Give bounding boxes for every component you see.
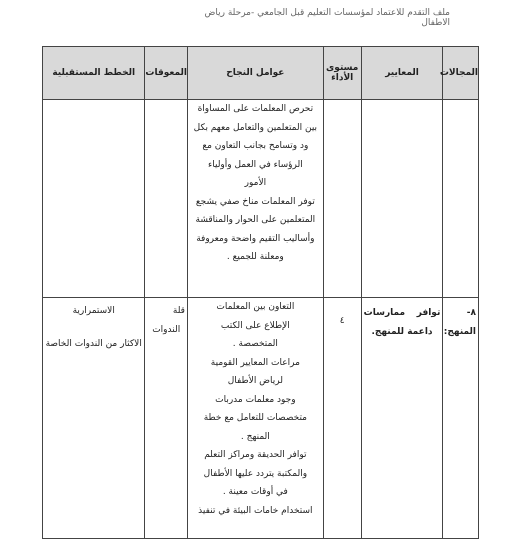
factor-line: تحرص المعلمات على المساواة <box>197 104 314 114</box>
factor-line: لرياض الأطفال <box>227 376 284 386</box>
factor-line: توفر المعلمات مناخ صفي يشجع <box>195 196 315 207</box>
factor-line: استخدام خامات البيئة في تنفيذ <box>198 505 313 516</box>
plan-line: الاكثار من الندوات الخاصة <box>45 338 142 349</box>
factor-line: في أوقات معينة . <box>222 487 288 497</box>
table-row <box>43 100 479 298</box>
cell-level: ٤ <box>323 298 361 539</box>
factor-line: الرؤساء في العمل وأولياء <box>208 159 303 170</box>
cell-obstacles: قلة الندوات <box>145 298 188 539</box>
factor-line: والمكتبة يتردد عليها الأطفال <box>203 468 308 479</box>
cell-success-factors <box>187 298 323 539</box>
factor-line: بين المتعلمين والتعامل معهم بكل <box>193 122 318 133</box>
factor-line: متخصصات للتعامل مع خطة <box>203 413 307 423</box>
factor-line: المتعلمين على الحوار والمناقشة <box>195 215 316 225</box>
factor-line: وجود معلمات مدربات <box>215 394 296 405</box>
table-row <box>43 298 479 539</box>
plan-line: الاستمرارية <box>72 306 115 316</box>
header-performance-level: مستوى الأداء <box>323 47 361 100</box>
factor-line: وأساليب التقيم واضحة ومعروفة <box>196 233 315 244</box>
self-study-table <box>42 46 479 539</box>
cell-criteria: توافر ممارسات داعمة للمنهج. <box>361 298 443 539</box>
factor-line: ومعلنة للجميع . <box>226 252 284 262</box>
header-fields: المجالات <box>443 47 479 100</box>
cell-success-factors <box>187 100 323 298</box>
cell-fields: ٨- المنهج: <box>443 298 479 539</box>
cell-fields <box>443 100 479 298</box>
header-obstacles: المعوقات <box>145 47 188 100</box>
cell-future-plans <box>43 298 145 539</box>
cell-level <box>323 100 361 298</box>
factor-line: توافر الحديقة ومراكز التعلم <box>204 450 307 460</box>
cell-obstacles <box>145 100 188 298</box>
cell-criteria <box>361 100 443 298</box>
header-success-factors: عوامل النجاح <box>187 47 323 100</box>
factor-line: المتخصصة . <box>232 339 278 349</box>
factor-line: التعاون بين المعلمات <box>216 302 295 312</box>
header-future-plans: الخطط المستقبلية <box>43 47 145 100</box>
header-criteria: المعايير <box>361 47 443 100</box>
factor-line: الأمور <box>244 178 267 188</box>
table-header-row <box>43 47 479 100</box>
factor-line: مراعات المعايير القومية <box>210 357 300 368</box>
document-header: ملف التقدم للاعتماد لمؤسسات التعليم قبل الجامعي -مرحلة رياض الاطفال <box>204 8 450 28</box>
cell-future-plans <box>43 100 145 298</box>
factor-line: الإطلاع على الكتب <box>220 320 290 331</box>
factor-line: المنهج . <box>240 431 270 442</box>
factor-line: ود وتسامح بجانب التعاون مع <box>202 141 309 151</box>
